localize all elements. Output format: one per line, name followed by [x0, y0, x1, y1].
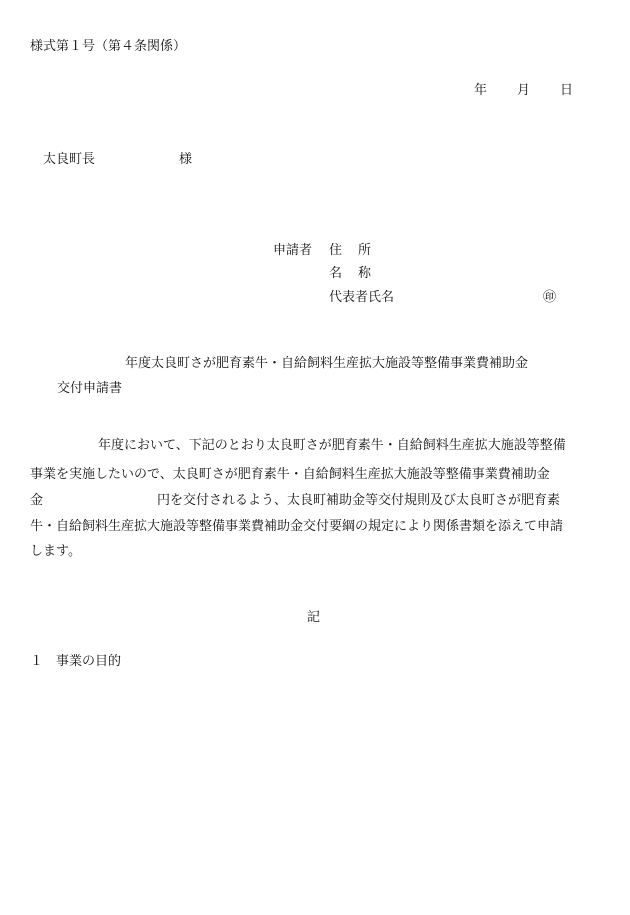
- applicant-name-label: 名称: [329, 266, 388, 281]
- date-day: 日: [560, 83, 574, 98]
- record-item-number: １: [30, 654, 44, 669]
- addressee: [43, 153, 192, 166]
- addressee-honorific: 様: [179, 152, 193, 167]
- date-line: [474, 84, 573, 97]
- record-item: [30, 655, 121, 668]
- amount-prefix: 金: [30, 493, 44, 508]
- addressee-name: 太良町長: [43, 152, 96, 167]
- body-line-5: します。: [30, 544, 81, 559]
- applicant-representative-label: 代表者氏名: [329, 290, 395, 305]
- applicant-label: 申請者: [273, 243, 313, 258]
- form-label: 様式第１号（第４条関係）: [30, 39, 187, 54]
- date-month: 月: [517, 83, 531, 98]
- document-title-line2: 交付申請書: [57, 381, 123, 396]
- body-line-2: 事業を実施したいので、太良町さが肥育素牛・自給飼料生産拡大施設等整備事業費補助金: [30, 467, 550, 482]
- body-line-1-text: 年度において、下記のとおり太良町さが肥育素牛・自給飼料生産拡大施設等整備: [98, 438, 566, 453]
- seal-mark: ㊞: [543, 290, 557, 305]
- body-line-3: [30, 494, 560, 507]
- body-line-3-text: 円を交付されるよう、太良町補助金等交付規則及び太良町さが肥育素: [157, 493, 561, 508]
- record-item-label: 事業の目的: [56, 654, 122, 669]
- body-line-1: [30, 439, 566, 452]
- body-line-4: 牛・自給飼料生産拡大施設等整備事業費補助金交付要綱の規定により関係書類を添えて申請: [30, 519, 564, 534]
- document-title-line1: 年度太良町さが肥育素牛・自給飼料生産拡大施設等整備事業費補助金: [125, 356, 529, 371]
- date-year: 年: [474, 83, 488, 98]
- applicant-address-label: 住所: [329, 243, 388, 258]
- record-heading: 記: [307, 610, 321, 625]
